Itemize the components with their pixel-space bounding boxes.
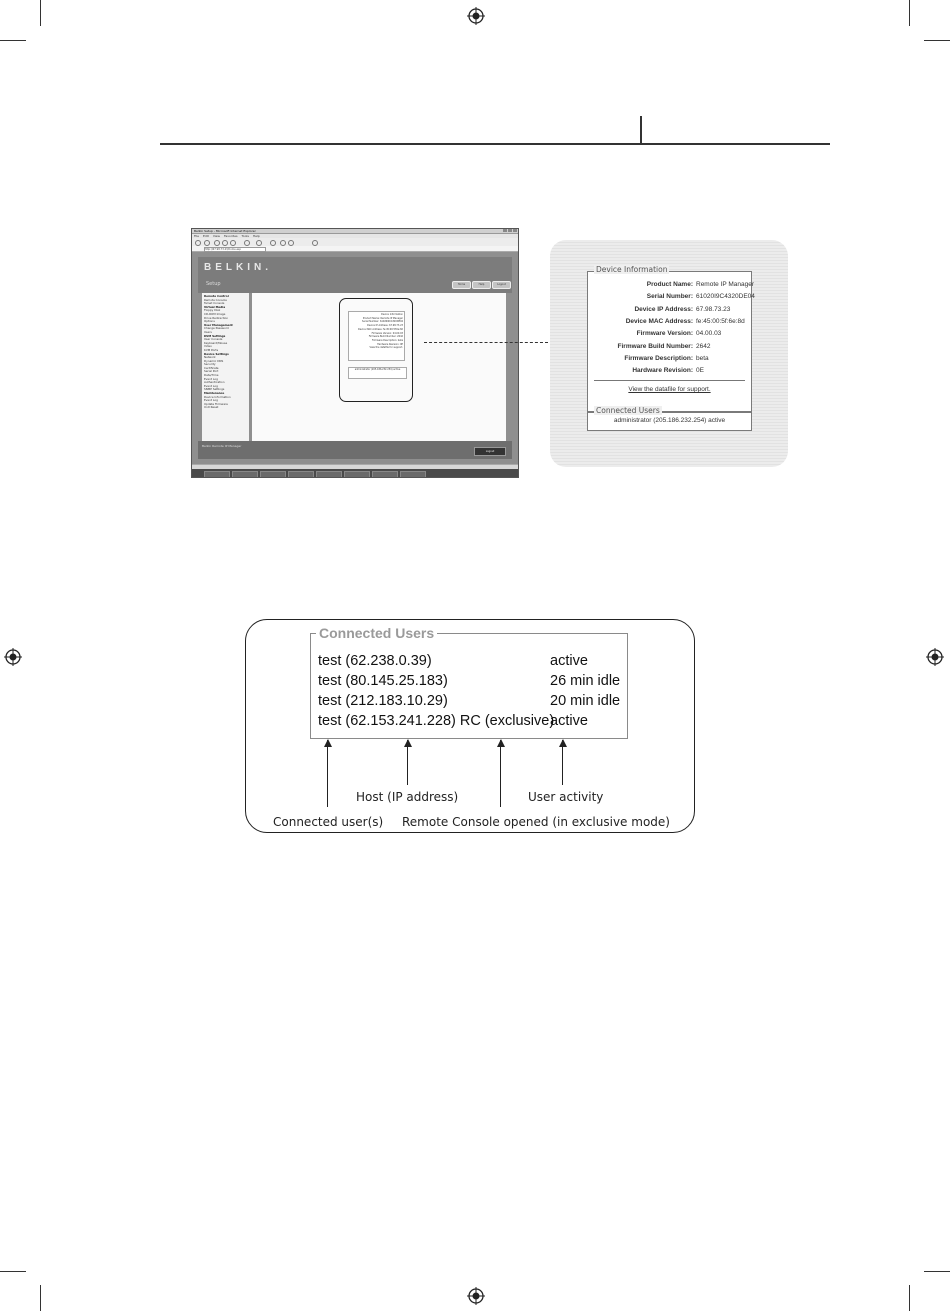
belkin-logo: BELKIN. xyxy=(204,262,272,273)
registration-mark-icon xyxy=(4,648,22,666)
connected-users-box xyxy=(310,625,628,739)
mini-connected-users: administrator (205.186.232.254) active xyxy=(348,367,407,379)
sidebar-item[interactable]: Event Log xyxy=(204,376,218,381)
connected-users-title: Connected Users xyxy=(316,625,437,641)
crop-mark xyxy=(909,1285,910,1311)
crop-mark xyxy=(924,40,950,41)
user-activity-arrow xyxy=(562,740,563,785)
user-host: test (62.238.0.39) xyxy=(318,653,432,669)
device-information-legend: Device Information xyxy=(596,265,668,274)
mini-info-line: Product Name: Remote IP Manager xyxy=(362,316,403,320)
divider xyxy=(594,380,745,381)
crop-mark xyxy=(40,0,41,26)
user-host: test (62.153.241.228) RC (exclusive) xyxy=(318,713,555,729)
user-host: test (212.183.10.29) xyxy=(318,693,448,709)
mini-info-line: Firmware Version: 04.00.03 xyxy=(371,331,403,335)
sidebar-item[interactable]: Drive Redirection xyxy=(204,315,229,320)
device-info-value: fe:45:00:5f:6e:8d xyxy=(696,317,745,325)
taskbar-item[interactable] xyxy=(260,471,286,478)
mini-info-line: Device IP Address: 67.98.73.23 xyxy=(367,324,403,328)
logout-top-button[interactable]: Logout xyxy=(492,281,511,289)
connected-user-arrow xyxy=(327,740,328,807)
footer-text: Belkin Remote IP Manager xyxy=(202,444,242,448)
mini-info-line: Hardware Revision: 0E xyxy=(377,342,403,346)
device-info-value: 67.98.73.23 xyxy=(696,305,731,313)
device-info-row xyxy=(588,328,751,340)
sidebar-item[interactable]: Change Password xyxy=(204,326,229,331)
mini-info-line: Device Information xyxy=(381,313,403,316)
setup-footer xyxy=(198,441,512,459)
sidebar-item[interactable]: KVM Ports xyxy=(204,347,219,352)
user-host: test (80.145.25.183) xyxy=(318,673,448,689)
device-info-value: 61020I9C4320DE04 xyxy=(696,293,755,301)
zoom-connector-line xyxy=(424,342,548,343)
remote-console-label: Remote Console opened (in exclusive mode) xyxy=(402,815,670,829)
minimize-icon[interactable] xyxy=(503,229,507,232)
mini-device-info xyxy=(348,311,405,361)
close-icon[interactable] xyxy=(513,229,517,232)
device-info-label: Firmware Build Number: xyxy=(617,342,693,350)
menu-edit[interactable]: Edit xyxy=(203,234,209,238)
sidebar-item[interactable]: Event Log xyxy=(204,383,218,388)
sidebar-item[interactable]: Serial Port xyxy=(204,369,219,374)
user-status: active xyxy=(550,713,588,729)
sidebar-item[interactable]: Video xyxy=(204,344,212,349)
menu-view[interactable]: View xyxy=(212,234,220,238)
sidebar-item[interactable]: Update Firmware xyxy=(204,401,228,406)
header-rule xyxy=(160,143,830,145)
crop-mark xyxy=(0,1271,26,1272)
crop-mark xyxy=(924,1271,950,1272)
sidebar-item[interactable]: Device Information xyxy=(204,394,231,399)
device-info-value: 0E xyxy=(696,367,704,375)
sidebar-item[interactable]: User Management xyxy=(204,322,233,327)
device-info-value: beta xyxy=(696,354,709,362)
address-input[interactable]: http://67.98.73.23/home.asp xyxy=(204,247,266,252)
taskbar-item[interactable] xyxy=(344,471,370,478)
sidebar-item[interactable]: Virtual Media xyxy=(204,304,226,309)
window-controls xyxy=(503,229,517,233)
datafile-support-link[interactable]: View the datafile for support. xyxy=(628,386,711,393)
sidebar-item[interactable]: Certificate xyxy=(204,365,219,370)
taskbar-item[interactable] xyxy=(316,471,342,478)
sidebar-item[interactable]: Options xyxy=(204,319,215,324)
connected-user-entry: administrator (205.186.232.254) active xyxy=(613,417,726,424)
sidebar-item[interactable]: SNMP Settings xyxy=(204,387,225,392)
taskbar-item[interactable] xyxy=(288,471,314,478)
sidebar-item[interactable]: Remote Control xyxy=(204,294,229,298)
belkin-banner xyxy=(198,257,512,293)
logout-button[interactable]: Logout xyxy=(474,447,506,456)
taskbar-item[interactable] xyxy=(400,471,426,478)
sidebar-item[interactable]: Keyboard/Mouse xyxy=(204,340,228,345)
windows-taskbar xyxy=(192,469,518,477)
setup-sidebar xyxy=(202,293,249,441)
sidebar-item[interactable]: Dynamic DNS xyxy=(204,358,224,363)
user-activity-label: User activity xyxy=(528,790,604,804)
sidebar-item[interactable]: User Console xyxy=(204,337,223,342)
browser-screenshot xyxy=(191,228,519,478)
page-title: Setup xyxy=(206,281,221,287)
taskbar-item[interactable] xyxy=(204,471,230,478)
device-info-row xyxy=(588,279,755,291)
connected-users-fieldset xyxy=(587,406,752,431)
device-info-row xyxy=(588,341,751,353)
address-bar xyxy=(192,246,518,252)
device-info-zoom-panel xyxy=(550,240,788,467)
sidebar-item[interactable]: Date/Time xyxy=(204,373,219,378)
crop-mark xyxy=(40,1285,41,1311)
header-divider-tick xyxy=(640,116,642,143)
device-info-row xyxy=(588,353,751,365)
mini-info-line: Firmware Description: beta xyxy=(371,338,403,342)
registration-mark-icon xyxy=(926,648,944,666)
taskbar-item[interactable] xyxy=(372,471,398,478)
registration-mark-icon xyxy=(467,1287,485,1305)
home-button[interactable]: Home xyxy=(452,281,471,289)
sidebar-item[interactable]: Event Log xyxy=(204,398,218,403)
sidebar-item[interactable]: CD-ROM Image xyxy=(204,311,226,316)
sidebar-item[interactable]: Maintenance xyxy=(204,391,225,396)
connected-users-legend: Connected Users xyxy=(596,406,660,415)
sidebar-item[interactable]: Authentication xyxy=(204,380,225,385)
device-info-label: Product Name: xyxy=(646,281,693,288)
remote-console-arrow xyxy=(500,740,501,807)
device-info-value: Remote IP Manager xyxy=(696,281,755,288)
device-info-label: Hardware Revision: xyxy=(632,367,693,375)
device-info-label: Device MAC Address: xyxy=(625,317,693,325)
help-button[interactable]: Help xyxy=(472,281,491,289)
device-info-row xyxy=(588,304,751,316)
sidebar-item[interactable]: Security xyxy=(204,362,216,367)
sidebar-item[interactable]: Network xyxy=(204,355,216,360)
sidebar-item[interactable]: KVM Settings xyxy=(204,333,226,338)
user-status: active xyxy=(550,653,588,669)
user-status: 20 min idle xyxy=(550,693,621,709)
mini-info-line: Serial Number: 61020I9C4320DE04 xyxy=(362,320,403,324)
device-info-row xyxy=(588,316,751,328)
host-label: Host (IP address) xyxy=(356,790,459,804)
menu-help[interactable]: Help xyxy=(252,234,260,238)
device-info-label: Serial Number: xyxy=(646,293,693,301)
device-info-label: Firmware Version: xyxy=(636,330,693,338)
sidebar-item[interactable]: Floppy Disk xyxy=(204,308,221,313)
device-info-row xyxy=(588,365,751,377)
mini-info-line: Firmware Build Number: 2642 xyxy=(368,335,403,339)
sidebar-item[interactable]: Telnet Console xyxy=(204,301,225,306)
sidebar-item[interactable]: Remote Console xyxy=(204,297,227,302)
user-status: 26 min idle xyxy=(550,673,621,689)
highlight-frame xyxy=(339,298,413,402)
menu-file[interactable]: File xyxy=(194,234,200,238)
device-info-value: 2642 xyxy=(696,342,711,350)
device-info-label: Device IP Address: xyxy=(634,305,693,313)
connected-users-callout xyxy=(245,619,695,833)
registration-mark-icon xyxy=(467,7,485,25)
browser-title: Belkin Setup - Microsoft Internet Explorer xyxy=(194,229,256,233)
setup-main-area xyxy=(252,293,506,441)
device-info-value: 04.00.03 xyxy=(696,330,722,338)
sidebar-item[interactable]: Device Settings xyxy=(204,351,229,356)
device-info-row xyxy=(588,291,755,303)
menu-favorites[interactable]: Favorites xyxy=(223,234,238,238)
menu-tools[interactable]: Tools xyxy=(241,234,249,238)
mini-info-line: Device MAC Address: fe:45:00:5f:6e:8d xyxy=(357,327,403,331)
crop-mark xyxy=(0,40,26,41)
connected-users-label: Connected user(s) xyxy=(273,815,384,829)
device-info-label: Firmware Description: xyxy=(624,354,693,362)
mini-info-line: View the datafile for support. xyxy=(369,346,403,350)
taskbar-item[interactable] xyxy=(232,471,258,478)
device-information-fieldset xyxy=(587,265,755,412)
sidebar-item[interactable]: Unit Reset xyxy=(204,405,219,410)
host-arrow xyxy=(407,740,408,785)
crop-mark xyxy=(909,0,910,26)
maximize-icon[interactable] xyxy=(508,229,512,232)
sidebar-item[interactable]: Users xyxy=(204,329,212,334)
